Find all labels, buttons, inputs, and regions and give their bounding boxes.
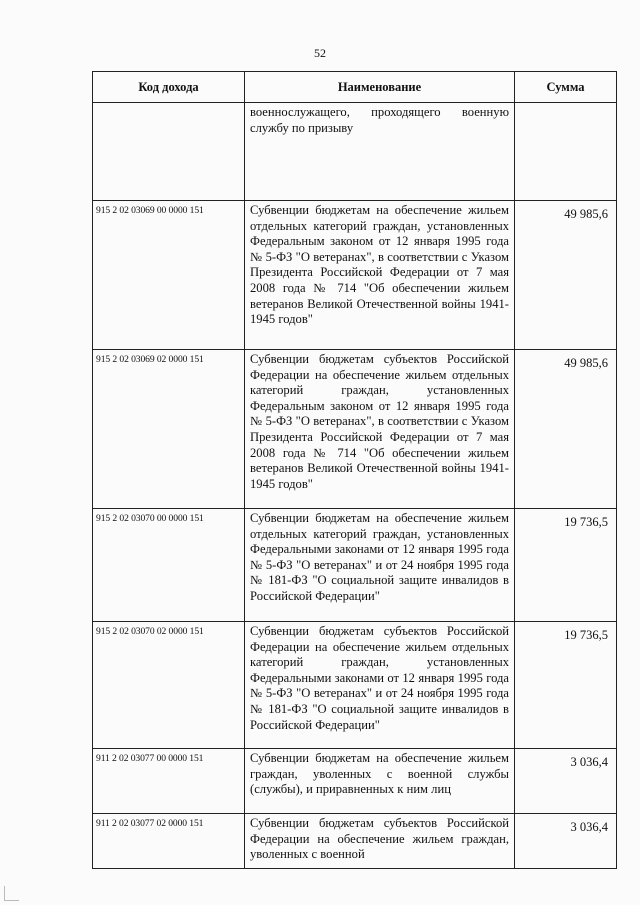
row-code: 915 2 02 03070 02 0000 151: [93, 622, 245, 749]
row-name: Субвенции бюджетам на обеспечение жильем граждан, уволенных с военной службы (службы), и приравненных к ним лиц: [245, 749, 515, 814]
table-row: [93, 622, 617, 749]
row-sum: [515, 103, 617, 201]
table-row: [93, 509, 617, 622]
row-code: [93, 103, 245, 201]
row-sum: 3 036,4: [515, 814, 617, 869]
row-code: 911 2 02 03077 00 0000 151: [93, 749, 245, 814]
header-code: Код дохода: [93, 72, 245, 103]
table-row: [93, 201, 617, 350]
row-sum: 19 736,5: [515, 509, 617, 622]
page-number: 52: [314, 46, 326, 60]
scan-corner-mark: [4, 886, 19, 901]
row-code: 915 2 02 03070 00 0000 151: [93, 509, 245, 622]
header-sum: Сумма: [515, 72, 617, 103]
row-code: 915 2 02 03069 00 0000 151: [93, 201, 245, 350]
row-sum: 49 985,6: [515, 201, 617, 350]
header-name: Наименование: [245, 72, 515, 103]
table-header-row: [93, 72, 617, 103]
row-name: Субвенции бюджетам субъектов Российской Федерации на обеспечение жильем граждан, уволенных с военной: [245, 814, 515, 869]
row-code: 915 2 02 03069 02 0000 151: [93, 350, 245, 509]
row-name: Субвенции бюджетам на обеспечение жильем отдельных категорий граждан, установленных Федеральными законами от 12 января 1995 года № 5-ФЗ "О ветеранах" и от 24 ноября 1995 года № 181-ФЗ "О социальной защите инвалидов в Российской Федерации": [245, 509, 515, 622]
row-name: военнослужащего, проходящего военную службу по призыву: [245, 103, 515, 201]
table-row: [93, 749, 617, 814]
row-name: Субвенции бюджетам субъектов Российской Федерации на обеспечение жильем отдельных категорий граждан, установленных Федеральными законами от 12 января 1995 года № 5-ФЗ "О ветеранах" и от 24 ноября 1995 года № 181-ФЗ "О социальной защите инвалидов в Российской Федерации": [245, 622, 515, 749]
row-sum: 19 736,5: [515, 622, 617, 749]
row-sum: 49 985,6: [515, 350, 617, 509]
table-row: [93, 103, 617, 201]
row-name: Субвенции бюджетам субъектов Российской Федерации на обеспечение жильем отдельных категорий граждан, установленных Федеральным законом от 12 января 1995 года № 5-ФЗ "О ветеранах", в соответствии с Указом Президента Российской Федерации от 7 мая 2008 года № 714 "Об обеспечении жильем ветеранов Великой Отечественной войны 1941-1945 годов": [245, 350, 515, 509]
table-row: [93, 350, 617, 509]
row-name: Субвенции бюджетам на обеспечение жильем отдельных категорий граждан, установленных Федеральным законом от 12 января 1995 года № 5-ФЗ "О ветеранах", в соответствии с Указом Президента Российской Федерации от 7 мая 2008 года № 714 "Об обеспечении жильем ветеранов Великой Отечественной войны 1941-1945 годов": [245, 201, 515, 350]
table-row: [93, 814, 617, 869]
row-sum: 3 036,4: [515, 749, 617, 814]
row-code: 911 2 02 03077 02 0000 151: [93, 814, 245, 869]
revenue-table: [92, 71, 617, 869]
